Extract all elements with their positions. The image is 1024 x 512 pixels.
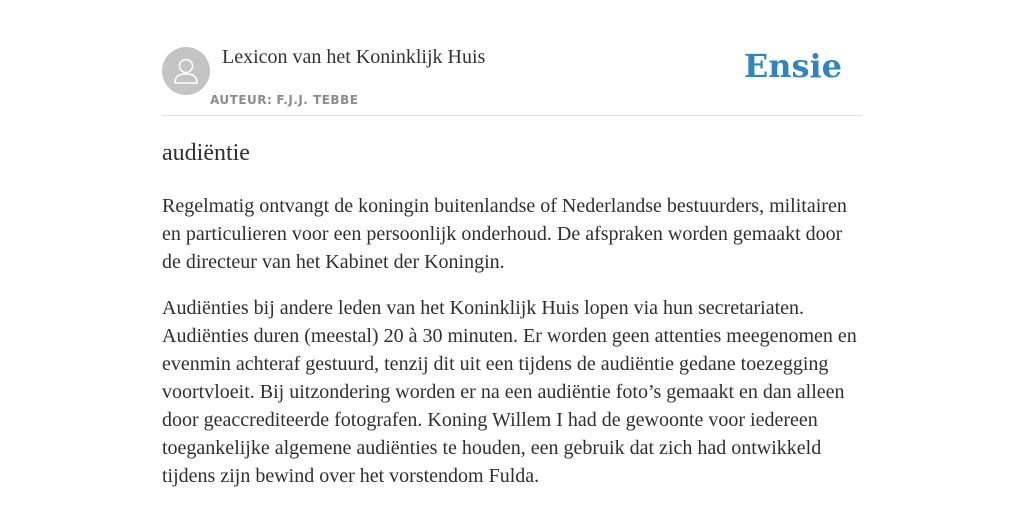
header <box>162 0 862 116</box>
author-label: AUTEUR: <box>210 93 273 107</box>
author-line <box>210 93 358 107</box>
author-name[interactable]: F.J.J. TEBBE <box>276 93 359 107</box>
user-avatar-icon <box>162 47 210 95</box>
paragraph: Regelmatig ontvangt de koningin buitenlandse of Nederlandse bestuurders, militairen en particulieren voor een persoonlijk onderhoud. De afspraken worden gemaakt door de directeur van het Kabinet der Koningin. <box>162 195 847 273</box>
page-container <box>162 0 862 487</box>
paragraph: Audiënties bij andere leden van het Koninklijk Huis lopen via hun secretariaten. Audiënties duren (meestal) 20 à 30 minuten. Er worden geen attenties meegenomen en evenmin achteraf gestuurd, tenzij dit uit een tijdens de audiëntie gedane toezegging voortvloeit. Bij uitzondering worden er na een audiëntie foto’s gemaakt en dan alleen door geaccrediteerde fotografen. Koning Willem I had de gewoonte voor iedereen toegankelijke algemene audiënties te houden, een gebruik dat zich had ontwikkeld tijdens zijn bewind over het vorstendom Fulda. <box>162 297 857 487</box>
book-title[interactable]: Lexicon van het Koninklijk Huis <box>222 46 486 68</box>
ensie-logo-link[interactable]: Ensie <box>743 47 842 85</box>
entry-content <box>162 192 862 508</box>
entry-title: audiëntie <box>162 140 250 166</box>
